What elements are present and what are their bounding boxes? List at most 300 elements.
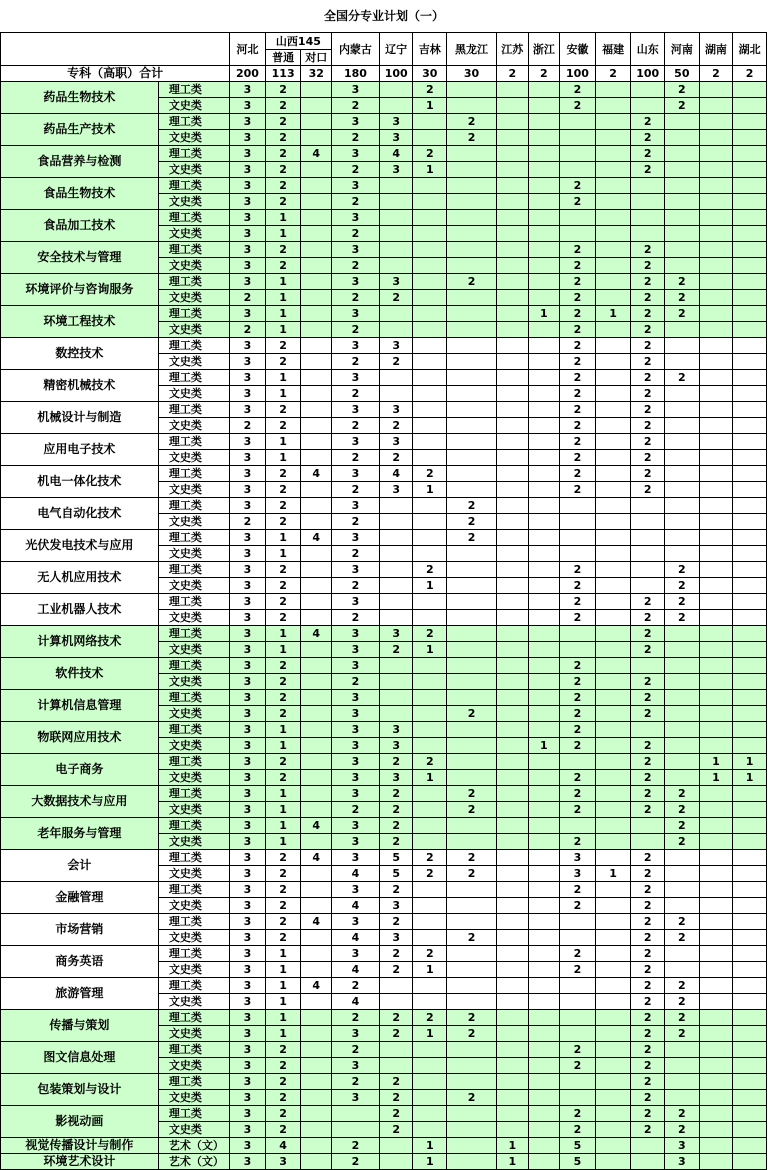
data-cell — [447, 258, 497, 274]
data-cell: 2 — [379, 1026, 413, 1042]
data-cell — [699, 898, 733, 914]
table-row — [1, 1010, 767, 1026]
data-cell — [497, 386, 529, 402]
data-cell: 2 — [332, 98, 380, 114]
data-cell — [528, 1010, 560, 1026]
data-cell — [413, 994, 447, 1010]
data-cell — [528, 722, 560, 738]
data-cell — [560, 130, 596, 146]
data-cell: 2 — [265, 418, 301, 434]
data-cell — [560, 146, 596, 162]
data-cell — [665, 178, 700, 194]
data-cell: 3 — [230, 498, 266, 514]
data-cell — [447, 354, 497, 370]
data-cell — [528, 290, 560, 306]
data-cell — [733, 402, 767, 418]
data-cell — [379, 674, 413, 690]
data-cell — [301, 434, 332, 450]
shanxi-sub-header: 对口 — [301, 50, 332, 66]
data-cell — [447, 146, 497, 162]
data-cell: 2 — [379, 818, 413, 834]
data-cell — [665, 242, 700, 258]
data-cell — [301, 114, 332, 130]
data-cell — [497, 98, 529, 114]
data-cell — [379, 194, 413, 210]
data-cell — [497, 850, 529, 866]
data-cell: 2 — [413, 626, 447, 642]
category-cell: 文史类 — [158, 994, 229, 1010]
data-cell — [413, 546, 447, 562]
data-cell — [497, 930, 529, 946]
data-cell — [447, 754, 497, 770]
data-cell — [699, 738, 733, 754]
data-cell — [733, 1106, 767, 1122]
data-cell — [699, 1074, 733, 1090]
data-cell — [631, 658, 665, 674]
data-cell — [413, 786, 447, 802]
province-header: 山东 — [631, 33, 665, 66]
data-cell — [665, 866, 700, 882]
data-cell: 3 — [230, 1106, 266, 1122]
data-cell: 3 — [230, 946, 266, 962]
table-row — [1, 562, 767, 578]
data-cell — [665, 498, 700, 514]
totals-cell: 2 — [528, 66, 560, 82]
major-name: 安全技术与管理 — [1, 242, 159, 274]
data-cell — [497, 178, 529, 194]
data-cell: 1 — [265, 322, 301, 338]
data-cell — [447, 1042, 497, 1058]
category-cell: 文史类 — [158, 1122, 229, 1138]
data-cell: 1 — [265, 370, 301, 386]
data-cell — [497, 1026, 529, 1042]
data-cell: 3 — [230, 658, 266, 674]
data-cell: 3 — [230, 146, 266, 162]
data-cell: 2 — [379, 754, 413, 770]
category-cell: 艺术（文） — [158, 1154, 229, 1170]
data-cell — [379, 386, 413, 402]
major-name: 旅游管理 — [1, 978, 159, 1010]
table-row — [1, 338, 767, 354]
data-cell — [301, 738, 332, 754]
data-cell — [497, 994, 529, 1010]
data-cell: 2 — [631, 466, 665, 482]
data-cell: 1 — [528, 738, 560, 754]
data-cell — [665, 322, 700, 338]
data-cell — [631, 578, 665, 594]
data-cell: 3 — [230, 98, 266, 114]
data-cell — [733, 130, 767, 146]
data-cell — [497, 882, 529, 898]
data-cell — [413, 1074, 447, 1090]
data-cell — [665, 770, 700, 786]
data-cell — [699, 146, 733, 162]
data-cell: 2 — [631, 162, 665, 178]
data-cell — [497, 226, 529, 242]
data-cell — [699, 1090, 733, 1106]
data-cell: 2 — [332, 130, 380, 146]
data-cell: 2 — [560, 274, 596, 290]
data-cell — [560, 1026, 596, 1042]
data-cell — [379, 1058, 413, 1074]
totals-cell: 2 — [595, 66, 631, 82]
category-cell: 文史类 — [158, 578, 229, 594]
data-cell: 3 — [230, 210, 266, 226]
data-cell: 3 — [230, 962, 266, 978]
data-cell — [497, 562, 529, 578]
data-cell — [595, 914, 631, 930]
data-cell — [595, 338, 631, 354]
data-cell: 1 — [413, 1138, 447, 1154]
data-cell — [699, 418, 733, 434]
table-row — [1, 402, 767, 418]
data-cell: 2 — [560, 386, 596, 402]
data-cell — [497, 834, 529, 850]
data-cell: 2 — [560, 770, 596, 786]
data-cell: 2 — [230, 418, 266, 434]
data-cell: 2 — [447, 514, 497, 530]
data-cell: 1 — [733, 754, 767, 770]
data-cell — [528, 610, 560, 626]
data-cell — [699, 498, 733, 514]
data-cell: 2 — [265, 658, 301, 674]
data-cell — [528, 178, 560, 194]
data-cell: 2 — [631, 434, 665, 450]
major-name: 商务英语 — [1, 946, 159, 978]
major-name: 工业机器人技术 — [1, 594, 159, 626]
data-cell: 2 — [631, 850, 665, 866]
data-cell: 2 — [631, 322, 665, 338]
totals-cell: 30 — [447, 66, 497, 82]
data-cell — [665, 482, 700, 498]
data-cell — [447, 898, 497, 914]
data-cell — [301, 1090, 332, 1106]
data-cell — [699, 242, 733, 258]
data-cell — [497, 674, 529, 690]
data-cell: 2 — [265, 866, 301, 882]
data-cell: 1 — [265, 386, 301, 402]
data-cell — [665, 546, 700, 562]
data-cell: 2 — [631, 930, 665, 946]
data-cell — [447, 386, 497, 402]
major-name: 计算机信息管理 — [1, 690, 159, 722]
data-cell — [733, 882, 767, 898]
data-cell — [560, 498, 596, 514]
table-row — [1, 1138, 767, 1154]
data-cell — [497, 658, 529, 674]
data-cell — [631, 194, 665, 210]
data-cell: 3 — [332, 498, 380, 514]
data-cell: 1 — [413, 98, 447, 114]
data-cell — [301, 402, 332, 418]
data-cell: 2 — [631, 1106, 665, 1122]
data-cell: 2 — [560, 290, 596, 306]
data-cell — [447, 482, 497, 498]
data-cell — [528, 882, 560, 898]
data-cell — [699, 450, 733, 466]
data-cell — [379, 370, 413, 386]
data-cell: 3 — [230, 1090, 266, 1106]
data-cell: 3 — [230, 914, 266, 930]
data-cell: 3 — [332, 818, 380, 834]
data-cell: 4 — [301, 978, 332, 994]
data-cell — [413, 898, 447, 914]
table-row — [1, 146, 767, 162]
data-cell: 1 — [265, 786, 301, 802]
major-name: 计算机网络技术 — [1, 626, 159, 658]
category-cell: 理工类 — [158, 786, 229, 802]
data-cell: 2 — [631, 242, 665, 258]
data-cell — [665, 642, 700, 658]
category-cell: 文史类 — [158, 642, 229, 658]
data-cell: 2 — [631, 258, 665, 274]
data-cell: 3 — [332, 1058, 380, 1074]
data-cell — [665, 130, 700, 146]
data-cell — [413, 130, 447, 146]
data-cell — [413, 194, 447, 210]
data-cell: 3 — [230, 786, 266, 802]
data-cell — [497, 722, 529, 738]
data-cell: 1 — [265, 546, 301, 562]
data-cell — [301, 946, 332, 962]
data-cell — [665, 450, 700, 466]
data-cell: 3 — [379, 338, 413, 354]
province-header: 辽宁 — [379, 33, 413, 66]
data-cell — [595, 498, 631, 514]
data-cell: 1 — [413, 578, 447, 594]
data-cell — [379, 306, 413, 322]
data-cell — [379, 1042, 413, 1058]
data-cell — [301, 690, 332, 706]
data-cell — [665, 658, 700, 674]
data-cell — [497, 802, 529, 818]
data-cell: 4 — [301, 818, 332, 834]
data-cell: 2 — [265, 882, 301, 898]
data-cell — [413, 674, 447, 690]
data-cell — [301, 754, 332, 770]
data-cell: 3 — [379, 114, 413, 130]
data-cell — [497, 770, 529, 786]
data-cell — [733, 562, 767, 578]
data-cell — [497, 738, 529, 754]
data-cell — [528, 1042, 560, 1058]
data-cell: 2 — [560, 482, 596, 498]
data-cell: 2 — [265, 594, 301, 610]
major-name: 应用电子技术 — [1, 434, 159, 466]
category-cell: 理工类 — [158, 434, 229, 450]
data-cell — [560, 754, 596, 770]
data-cell: 2 — [631, 594, 665, 610]
data-cell: 1 — [413, 962, 447, 978]
data-cell: 3 — [230, 1154, 266, 1170]
data-cell — [528, 370, 560, 386]
table-row — [1, 1074, 767, 1090]
data-cell: 2 — [332, 162, 380, 178]
data-cell — [699, 674, 733, 690]
data-cell — [528, 946, 560, 962]
data-cell — [301, 594, 332, 610]
data-cell — [733, 434, 767, 450]
category-cell: 理工类 — [158, 82, 229, 98]
data-cell — [447, 642, 497, 658]
data-cell — [528, 898, 560, 914]
data-cell — [413, 1090, 447, 1106]
category-cell: 文史类 — [158, 162, 229, 178]
data-cell — [560, 162, 596, 178]
major-name: 电子商务 — [1, 754, 159, 786]
data-cell — [497, 978, 529, 994]
data-cell — [595, 482, 631, 498]
data-cell: 2 — [631, 914, 665, 930]
major-name: 视觉传播设计与制作 — [1, 1138, 159, 1154]
data-cell: 3 — [230, 706, 266, 722]
data-cell: 3 — [332, 434, 380, 450]
data-cell — [413, 354, 447, 370]
data-cell — [497, 642, 529, 658]
data-cell — [301, 210, 332, 226]
data-cell: 3 — [230, 274, 266, 290]
data-cell: 1 — [265, 722, 301, 738]
data-cell: 2 — [332, 258, 380, 274]
data-cell — [733, 114, 767, 130]
data-cell: 3 — [230, 530, 266, 546]
data-cell: 2 — [379, 882, 413, 898]
data-cell: 3 — [379, 434, 413, 450]
data-cell — [631, 498, 665, 514]
major-name: 老年服务与管理 — [1, 818, 159, 850]
data-cell: 3 — [332, 850, 380, 866]
data-cell — [595, 418, 631, 434]
totals-cell: 2 — [699, 66, 733, 82]
data-cell: 2 — [379, 354, 413, 370]
data-cell — [595, 978, 631, 994]
data-cell: 2 — [447, 802, 497, 818]
data-cell — [497, 274, 529, 290]
data-cell — [733, 642, 767, 658]
table-row — [1, 178, 767, 194]
data-cell — [301, 354, 332, 370]
category-cell: 文史类 — [158, 450, 229, 466]
data-cell — [733, 802, 767, 818]
data-cell: 2 — [665, 1026, 700, 1042]
data-cell — [733, 834, 767, 850]
data-cell — [447, 978, 497, 994]
data-cell: 2 — [560, 450, 596, 466]
data-cell: 2 — [631, 1090, 665, 1106]
data-cell: 2 — [447, 1090, 497, 1106]
data-cell — [699, 978, 733, 994]
category-cell: 理工类 — [158, 626, 229, 642]
data-cell — [595, 258, 631, 274]
data-cell — [528, 594, 560, 610]
data-cell: 2 — [413, 146, 447, 162]
data-cell: 2 — [631, 738, 665, 754]
data-cell — [528, 818, 560, 834]
data-cell: 2 — [560, 242, 596, 258]
data-cell: 2 — [332, 386, 380, 402]
data-cell: 3 — [332, 690, 380, 706]
data-cell — [301, 1074, 332, 1090]
table-row — [1, 786, 767, 802]
data-cell: 2 — [631, 882, 665, 898]
data-cell: 2 — [265, 98, 301, 114]
data-cell: 2 — [631, 1026, 665, 1042]
data-cell — [595, 562, 631, 578]
totals-cell: 100 — [631, 66, 665, 82]
data-cell: 2 — [379, 834, 413, 850]
table-row — [1, 114, 767, 130]
data-cell — [665, 210, 700, 226]
data-cell — [301, 786, 332, 802]
data-cell: 1 — [265, 834, 301, 850]
major-name: 无人机应用技术 — [1, 562, 159, 594]
data-cell: 1 — [265, 210, 301, 226]
data-cell: 2 — [265, 242, 301, 258]
data-cell: 2 — [447, 1010, 497, 1026]
data-cell — [497, 130, 529, 146]
totals-cell: 2 — [733, 66, 767, 82]
data-cell: 3 — [230, 930, 266, 946]
data-cell: 3 — [230, 578, 266, 594]
data-cell — [528, 130, 560, 146]
data-cell — [413, 978, 447, 994]
data-cell: 2 — [631, 1074, 665, 1090]
major-name: 药品生物技术 — [1, 82, 159, 114]
data-cell — [528, 1138, 560, 1154]
data-cell — [733, 930, 767, 946]
data-cell — [528, 514, 560, 530]
totals-cell: 100 — [379, 66, 413, 82]
data-cell — [447, 1074, 497, 1090]
table-row — [1, 82, 767, 98]
data-cell: 3 — [332, 786, 380, 802]
data-cell — [528, 418, 560, 434]
category-cell: 理工类 — [158, 306, 229, 322]
data-cell — [413, 1106, 447, 1122]
data-cell: 2 — [560, 1042, 596, 1058]
data-cell — [595, 466, 631, 482]
data-cell: 2 — [631, 962, 665, 978]
data-cell: 3 — [332, 82, 380, 98]
data-cell — [497, 690, 529, 706]
data-cell: 2 — [265, 130, 301, 146]
data-cell — [699, 1042, 733, 1058]
table-row — [1, 818, 767, 834]
data-cell — [301, 1106, 332, 1122]
data-cell — [665, 194, 700, 210]
data-cell: 2 — [413, 1010, 447, 1026]
data-cell — [699, 818, 733, 834]
data-cell — [379, 658, 413, 674]
data-cell: 2 — [665, 914, 700, 930]
category-cell: 文史类 — [158, 258, 229, 274]
header-row — [1, 33, 767, 50]
category-cell: 理工类 — [158, 562, 229, 578]
data-cell — [733, 1010, 767, 1026]
data-cell: 3 — [560, 866, 596, 882]
data-cell — [447, 322, 497, 338]
data-cell — [528, 1154, 560, 1170]
data-cell — [528, 194, 560, 210]
data-cell — [413, 818, 447, 834]
data-cell — [699, 210, 733, 226]
data-cell: 1 — [265, 1026, 301, 1042]
data-cell — [733, 338, 767, 354]
data-cell — [447, 674, 497, 690]
data-cell — [528, 114, 560, 130]
data-cell: 2 — [631, 754, 665, 770]
category-cell: 理工类 — [158, 466, 229, 482]
